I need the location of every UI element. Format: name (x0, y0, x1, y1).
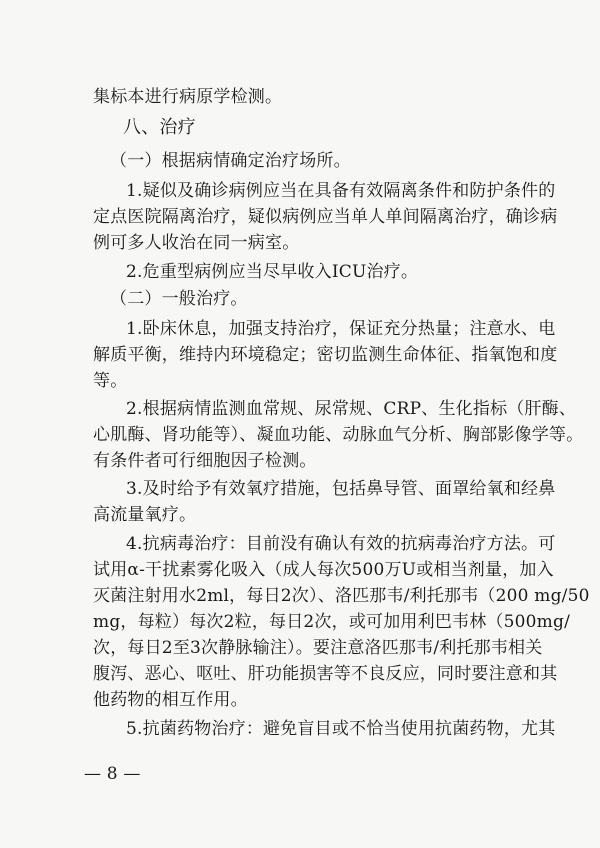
text-line: 定点医院隔离治疗，疑似病例应当单人单间隔离治疗，确诊病 (93, 207, 558, 227)
text-line: 心肌酶、肾功能等）、凝血功能、动脉血气分析、胸部影像学等。 (93, 425, 584, 445)
text-line: 腹泻、恶心、呕吐、肝功能损害等不良反应，同时要注意和其 (93, 664, 558, 684)
page-number: — 8 — (84, 764, 141, 784)
text-line: 2.危重型病例应当尽早收入ICU治疗。 (126, 262, 419, 282)
subsection-heading: （二）一般治疗。 (110, 289, 248, 309)
text-line: 2.根据病情监测血常规、尿常规、CRP、生化指标（肝酶、 (126, 399, 577, 419)
text-line: 5.抗菌药物治疗：避免盲目或不恰当使用抗菌药物，尤其 (126, 719, 556, 739)
text-line: 集标本进行病原学检测。 (93, 87, 283, 107)
text-line: 高流量氧疗。 (93, 505, 197, 525)
text-line: 试用α-干扰素雾化吸入（成人每次500万U或相当剂量，加入 (93, 560, 554, 580)
text-line: 灭菌注射用水2ml，每日2次）、洛匹那韦/利托那韦（200 mg/50 (93, 586, 590, 606)
text-line: 4.抗病毒治疗：目前没有确认有效的抗病毒治疗方法。可 (126, 534, 556, 554)
text-line: 他药物的相互作用。 (93, 690, 248, 710)
text-line: 例可多人收治在同一病室。 (93, 233, 300, 253)
text-line: 1.卧床休息，加强支持治疗，保证充分热量；注意水、电 (126, 319, 556, 339)
text-line: 解质平衡，维持内环境稳定；密切监测生命体征、指氧饱和度 (93, 345, 558, 365)
text-line: 1.疑似及确诊病例应当在具备有效隔离条件和防护条件的 (126, 181, 556, 201)
subsection-heading: （一）根据病情确定治疗场所。 (110, 151, 351, 171)
section-heading: 八、治疗 (123, 117, 196, 138)
text-line: 有条件者可行细胞因子检测。 (93, 451, 317, 471)
text-line: 等。 (93, 371, 128, 391)
text-line: 次，每日2至3次静脉输注）。要注意洛匹那韦/利托那韦相关 (93, 638, 543, 658)
text-line: 3.及时给予有效氧疗措施，包括鼻导管、面罩给氧和经鼻 (126, 479, 556, 499)
text-line: mg，每粒）每次2粒，每日2次，或可加用利巴韦林（500mg/ (93, 612, 571, 632)
